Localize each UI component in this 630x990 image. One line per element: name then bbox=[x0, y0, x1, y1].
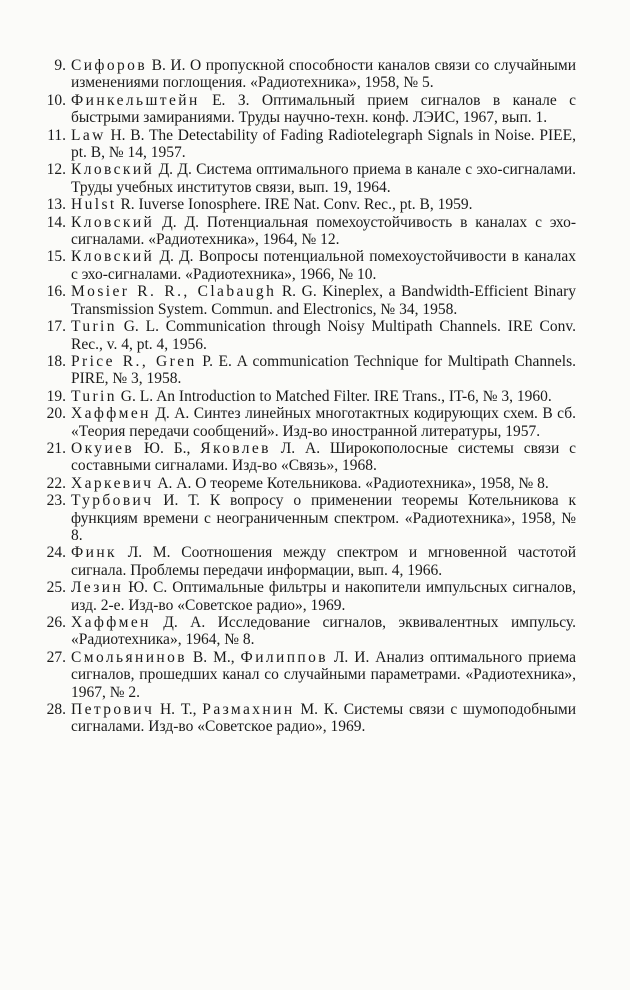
reference-author: Петрович bbox=[71, 701, 155, 719]
reference-item bbox=[28, 649, 576, 701]
reference-body-cont: Л. А. Широкополосные системы связи с составными сигналами. Изд-во «Связь», 1968. bbox=[71, 439, 576, 475]
reference-author: Кловский bbox=[71, 248, 155, 266]
reference-body: Ю. Б., bbox=[134, 439, 201, 457]
reference-item bbox=[28, 283, 576, 318]
reference-body: P. E. A communication Technique for Multipath Channels. PIRE, № 3, 1958. bbox=[71, 352, 576, 388]
reference-item bbox=[28, 388, 576, 405]
reference-author: Turin bbox=[71, 318, 117, 336]
reference-author: Hulst bbox=[71, 196, 117, 214]
reference-number: 23. bbox=[46, 492, 66, 510]
reference-number: 24. bbox=[46, 544, 66, 562]
reference-author: Price R., Gren bbox=[71, 352, 197, 370]
reference-author: Харкевич bbox=[71, 474, 154, 492]
reference-text bbox=[71, 614, 576, 649]
reference-text bbox=[71, 405, 576, 440]
reference-body: Д. Д. Система оптимального приема в канале с эхо-сигналами. Труды учебных институтов связи, вып. 19, 1964. bbox=[71, 161, 576, 196]
reference-author: Финк bbox=[71, 544, 117, 562]
reference-author: Law bbox=[71, 126, 106, 144]
reference-number: 13. bbox=[46, 196, 66, 214]
reference-number: 9. bbox=[54, 57, 66, 74]
reference-body: G. L. An Introduction to Matched Filter. IRE Trans., IT-6, № 3, 1960. bbox=[116, 387, 552, 405]
reference-author: Лезин bbox=[71, 579, 124, 597]
reference-number: 28. bbox=[46, 701, 66, 719]
reference-item bbox=[28, 214, 576, 249]
reference-item bbox=[28, 579, 576, 614]
reference-author: Mosier R. R., Clabaugh bbox=[71, 283, 277, 301]
reference-text bbox=[71, 353, 576, 388]
reference-number: 21. bbox=[46, 439, 66, 457]
reference-coauthor: Яковлев bbox=[200, 439, 271, 457]
reference-number: 26. bbox=[46, 614, 66, 631]
reference-text bbox=[71, 388, 576, 405]
reference-author: Кловский bbox=[71, 161, 155, 179]
reference-body: H. B. The Detectability of Fading Radiotelegraph Signals in Noise. PIEE, pt. B, № 14, 1957. bbox=[71, 126, 576, 162]
reference-text bbox=[71, 161, 576, 196]
reference-author: Сифоров bbox=[71, 57, 148, 74]
reference-text bbox=[71, 92, 576, 127]
reference-coauthor: Размахнин bbox=[202, 701, 295, 719]
reference-item bbox=[28, 127, 576, 162]
reference-body: Ю. С. Оптимальные фильтры и накопители импульсных сигналов, изд. 2-е. Изд-во «Советское радио», 1969. bbox=[71, 579, 576, 614]
reference-author: Хаффмен bbox=[71, 614, 151, 631]
reference-body: R. G. Kineplex, a Bandwidth-Efficient Binary Transmission System. Commun. and Electronics, № 34, 1958. bbox=[71, 283, 577, 318]
reference-author: Окуиев bbox=[71, 439, 135, 457]
reference-body: Д. А. Исследование сигналов, эквивалентных импульсу. «Радиотехника», 1964, № 8. bbox=[71, 614, 576, 649]
reference-body: В. И. О пропускной способности каналов связи со случайными изменениями поглощения. «Радиотехника», 1958, № 5. bbox=[71, 57, 576, 92]
reference-text bbox=[71, 127, 576, 162]
reference-item bbox=[28, 161, 576, 196]
reference-number: 19. bbox=[46, 387, 66, 405]
reference-body: Д. Д. Вопросы потенциальной помехоустойчивости в каналах с эхо-сигналами. «Радиотехника», 1966, № 10. bbox=[71, 248, 576, 283]
reference-item bbox=[28, 353, 576, 388]
reference-body: Е. З. Оптимальный прием сигналов в канале с быстрыми замираниями. Труды научно-техн. конф. ЛЭИС, 1967, вып. 1. bbox=[71, 91, 576, 127]
reference-item bbox=[28, 475, 576, 492]
reference-text bbox=[71, 492, 576, 544]
reference-number: 17. bbox=[46, 318, 66, 336]
reference-author: Финкельштейн bbox=[71, 91, 200, 109]
reference-text bbox=[71, 701, 576, 736]
reference-item bbox=[28, 318, 576, 353]
reference-text bbox=[71, 318, 576, 353]
reference-author: Turin bbox=[71, 387, 117, 405]
reference-author: Хаффмен bbox=[71, 405, 151, 423]
reference-number: 10. bbox=[46, 91, 66, 109]
reference-author: Смольянинов bbox=[71, 648, 187, 666]
reference-item bbox=[28, 614, 576, 649]
reference-text bbox=[71, 196, 576, 213]
reference-number: 16. bbox=[46, 283, 66, 301]
reference-author: Кловский bbox=[71, 213, 155, 231]
reference-list bbox=[28, 57, 576, 736]
reference-text bbox=[71, 440, 576, 475]
reference-number: 25. bbox=[46, 579, 66, 597]
reference-body: И. Т. К вопросу о применении теоремы Котельникова к функциям времени с неограниченным спектром. «Радиотехника», 1958, № 8. bbox=[71, 492, 576, 544]
reference-body-cont: Л. И. Анализ оптимального приема сигналов, прошедших канал со случайными параметрами. «Радиотехника», 1967, № 2. bbox=[71, 648, 576, 701]
reference-number: 15. bbox=[46, 248, 66, 266]
reference-item bbox=[28, 196, 576, 213]
reference-body: В. М., bbox=[186, 648, 241, 666]
reference-item bbox=[28, 92, 576, 127]
reference-text bbox=[71, 214, 576, 249]
reference-coauthor: Филиппов bbox=[240, 648, 328, 666]
reference-body: Л. М. Соотношения между спектром и мгновенной частотой сигнала. Проблемы передачи информации, вып. 4, 1966. bbox=[71, 544, 576, 579]
reference-text bbox=[71, 579, 576, 614]
reference-author: Турбович bbox=[71, 492, 154, 510]
reference-item bbox=[28, 405, 576, 440]
reference-number: 20. bbox=[46, 405, 66, 423]
reference-text bbox=[71, 57, 576, 92]
reference-item bbox=[28, 440, 576, 475]
reference-item bbox=[28, 248, 576, 283]
reference-item bbox=[28, 57, 576, 92]
reference-text bbox=[71, 649, 576, 701]
reference-body: А. А. О теореме Котельникова. «Радиотехника», 1958, № 8. bbox=[153, 474, 549, 492]
reference-body: Д. А. Синтез линейных многотактных кодирующих схем. В сб. «Теория передачи сообщений». Изд-во иностранной литературы, 1957. bbox=[71, 405, 576, 440]
reference-number: 18. bbox=[46, 352, 66, 370]
reference-body-cont: М. К. Системы связи с шумоподобными сигналами. Изд-во «Советское радио», 1969. bbox=[71, 701, 576, 736]
reference-number: 11. bbox=[47, 126, 66, 144]
reference-item bbox=[28, 701, 576, 736]
reference-item bbox=[28, 492, 576, 544]
reference-text bbox=[71, 283, 576, 318]
reference-item bbox=[28, 544, 576, 579]
reference-number: 22. bbox=[46, 474, 66, 492]
reference-number: 27. bbox=[46, 648, 66, 666]
reference-body: R. Iuverse Ionosphere. IRE Nat. Conv. Rec., pt. B, 1959. bbox=[116, 196, 473, 214]
reference-number: 12. bbox=[46, 161, 66, 179]
reference-body: Н. Т., bbox=[154, 701, 203, 719]
reference-text bbox=[71, 248, 576, 283]
reference-number: 14. bbox=[46, 213, 66, 231]
reference-body: G. L. Communication through Noisy Multipath Channels. IRE Conv. Rec., v. 4, pt. 4, 1956. bbox=[71, 318, 576, 353]
reference-text bbox=[71, 475, 576, 492]
reference-body: Д. Д. Потенциальная помехоустойчивость в каналах с эхо-сигналами. «Радиотехника», 1964, № 12. bbox=[71, 213, 576, 249]
reference-text bbox=[71, 544, 576, 579]
